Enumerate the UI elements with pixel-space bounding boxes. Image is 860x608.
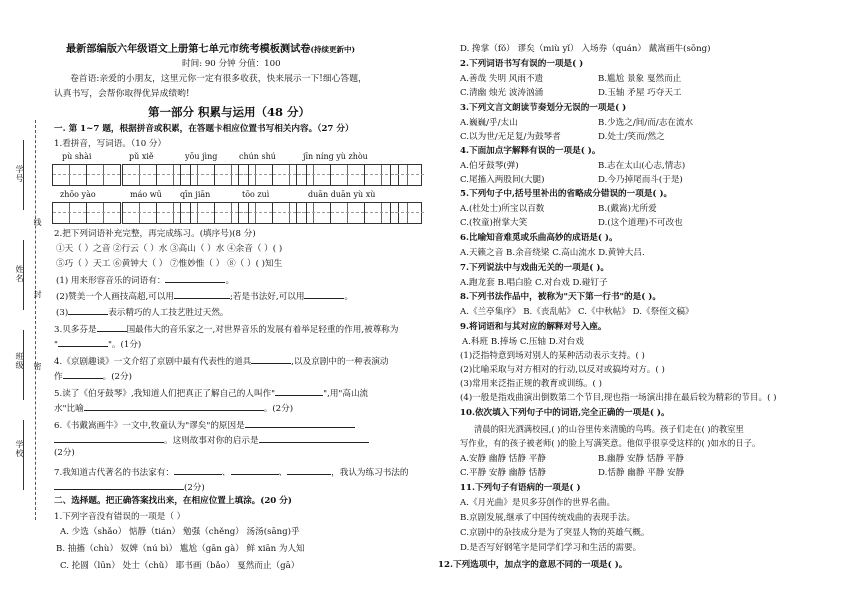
mc11-question: 11.下列句子有语病的一项是( ) <box>460 483 581 493</box>
mc5-option-b[interactable]: B.(戴嵩)尤所爱 <box>598 204 657 214</box>
answer-blank[interactable] <box>174 465 222 475</box>
pinyin-9: tōo zuì <box>242 190 270 199</box>
answer-blank[interactable] <box>68 305 108 315</box>
mc10-option-b[interactable]: B.幽静 安静 恬静 平静 <box>598 454 684 464</box>
mc3-option-b[interactable]: B.少选之/间/而/志在流水 <box>598 118 694 128</box>
q2-row2: ⑤巧（ ）天工 ⑥黄钟大（ ） ⑦惟妙惟（ ） ⑧（ ）( )知生 <box>56 259 283 269</box>
answer-blank[interactable] <box>174 289 230 299</box>
q4-text3: 作 <box>54 372 63 382</box>
mc3-option-a[interactable]: A.巍巍/乎/太山 <box>460 118 518 128</box>
mc4-option-b[interactable]: B.志在太山(心志,情志) <box>598 161 686 171</box>
label-banji: 班级 <box>15 352 24 370</box>
q6-text: 6.《书戴嵩画牛》一文中,牧童认为"谬矣"的原因是 <box>54 421 245 431</box>
mc4-option-d[interactable]: D.今乃掉尾而斗(于是) <box>598 175 683 185</box>
banji-blank <box>23 330 24 400</box>
write-box[interactable] <box>52 164 87 186</box>
mc2-option-d[interactable]: D.玉轴 矛屋 巧夺天工 <box>598 88 682 98</box>
pinyin-10: duān duān yù xù <box>308 190 376 199</box>
mc4-question: 4.下面加点字解释有误的一项是( )。 <box>460 146 601 156</box>
mc1-question: 1.下列字音没有错误的一项是（ ） <box>54 512 186 522</box>
pinyin-1: pù shài <box>62 152 92 161</box>
xingming-blank <box>23 240 24 310</box>
write-box[interactable] <box>86 202 121 224</box>
q6-line1 <box>54 418 355 432</box>
write-box[interactable] <box>180 202 215 224</box>
write-box[interactable] <box>330 202 365 224</box>
mc10-option-c[interactable]: C.平静 安静 幽静 恬静 <box>460 468 546 478</box>
mc9-question: 9.将词语和与其对应的解释对号入座。 <box>460 322 607 332</box>
mc9-options: A.科班 B.捧场 C.压轴 D.对台戏 <box>462 337 584 347</box>
write-box[interactable] <box>296 164 331 186</box>
label-xuehao: 学号 <box>15 165 24 183</box>
mc9-item-1[interactable]: (1)泛指特意到场对别人的某种活动表示支持。( ) <box>460 351 645 361</box>
q1-text: 1.看拼音，写词语。（10 分） <box>54 139 167 149</box>
write-box[interactable] <box>86 164 121 186</box>
write-box[interactable] <box>390 164 422 186</box>
mc7-options[interactable]: A.跑龙套 B.唱白脸 C.对台戏 D.碰钉子 <box>460 278 608 288</box>
answer-blank[interactable] <box>84 401 264 411</box>
mc2-question: 2.下列词语书写有误的一项是( ) <box>460 59 584 69</box>
answer-blank[interactable] <box>304 289 344 299</box>
q3-line2 <box>54 337 141 351</box>
q7-text2: ，我认为练习书法的 <box>331 468 409 478</box>
answer-blank[interactable] <box>275 386 323 396</box>
answer-blank[interactable] <box>97 322 127 332</box>
mc10-option-d[interactable]: D.恬静 幽静 平静 安静 <box>598 468 685 478</box>
answer-blank[interactable] <box>54 433 164 443</box>
q5-text: 5.读了《伯牙鼓琴》,我知道人们把真正了解自己的人叫作" <box>54 389 276 399</box>
pinyin-8: qīn jiān <box>180 190 211 199</box>
q7-sep1: 、 <box>221 468 231 478</box>
binding-margin <box>8 0 50 608</box>
mc6-options[interactable]: A.天籁之音 B.余音绕梁 C.高山流水 D.黄钟大吕. <box>460 248 645 258</box>
answer-blank[interactable] <box>54 480 184 490</box>
q3-text: 3.贝多芬是 <box>54 325 97 335</box>
q4-text: 4.《京剧趣谈》一文介绍了京剧中最有代表性的道具 <box>54 357 252 367</box>
q4-line1 <box>54 354 389 368</box>
mc11-option-b[interactable]: B.京剧发展,继承了中国传统戏曲的表现手法。 <box>460 513 636 523</box>
q3-text3: "。(1分) <box>107 340 142 350</box>
q3-text2: 国最伟大的音乐家之一,对世界音乐的发展有着举足轻重的作用,被尊称为 <box>126 325 399 335</box>
write-box[interactable] <box>122 164 157 186</box>
mc11-option-d[interactable]: D.是否写好钢笔字是同学们学习和生活的需要。 <box>460 543 642 553</box>
exam-title-note: (持续更新中) <box>310 45 356 54</box>
label-xian: 线 <box>33 218 42 227</box>
answer-blank[interactable] <box>58 337 108 347</box>
mc1-option-c[interactable]: C. 抡圆（lūn） 处士（chǔ） 耶书画（bǎo） 戛然而止（gā） <box>60 561 300 571</box>
q2-sub2-text: (2)赞美一个人画技高超,可以用 <box>56 292 175 302</box>
mc8-question: 8.下列书法作品中，被称为"天下第一行书"的是( )。 <box>460 292 661 302</box>
mc6-question: 6.比喻知音难觅或乐曲高妙的成语是( )。 <box>460 233 618 243</box>
q2-row1: ①天（ ）之音 ②行云（ ）水 ③高山（ ）水 ④余音（ ）( ) <box>56 244 283 254</box>
q5-line1 <box>54 386 368 400</box>
q2-sub2-text2: ;若是书法好,可以用 <box>230 292 305 302</box>
mc5-option-a[interactable]: A.(杜处士)所宝以百数 <box>460 204 545 214</box>
pinyin-7: máo wū <box>130 190 162 199</box>
mc2-option-b[interactable]: B.尴尬 景象 戛然而止 <box>598 74 682 84</box>
label-xingming: 姓名 <box>15 265 24 283</box>
answer-blank[interactable] <box>63 369 103 379</box>
mc10-passage-1: 清晨的阳光洒满校园,( )的山谷里传来清脆的鸟鸣。孩子们走在( )的教室里 <box>474 424 744 434</box>
pinyin-6: zhōo yào <box>60 190 96 199</box>
mc9-item-3[interactable]: (3)常用来泛指正规的教育或训练。( ) <box>460 379 602 389</box>
exam-meta: 时间: 90 分钟 分值：100 <box>182 59 281 69</box>
q5-line2 <box>54 401 293 415</box>
mc10-option-a[interactable]: A.安静 幽静 恬静 平静 <box>460 454 546 464</box>
q2-sub3-text: (3) <box>56 308 69 318</box>
label-mi: 密 <box>33 362 42 371</box>
pinyin-5: jīn níng yù zhòu <box>303 152 368 161</box>
mc10-question: 10.依次填入下列句子中的词语,完全正确的一项是( )。 <box>460 408 670 418</box>
q2-sub1-text: (1) 用来形容音乐的词语有： <box>56 276 166 286</box>
mc1-option-d[interactable]: D. 搀掌（fǒ） 谬矣（miù yǐ） 入场券（quán） 戴嵩画牛(sōng) <box>460 44 711 54</box>
q6-line3: (2分) <box>54 448 75 458</box>
q3-line1 <box>54 322 398 336</box>
q3-open-quote: " <box>54 340 58 350</box>
write-box[interactable] <box>180 164 215 186</box>
mc11-option-c[interactable]: C.京剧中的杂技成分是为了突显人物的英雄气概。 <box>460 528 650 538</box>
mc1-option-a[interactable]: A. 少选（shǎo） 惦静（tián） 勉强（chěng） 汤汤(sāng)乎 <box>60 527 300 537</box>
q2-text: 2.把下列词语补充完整，再完成练习。(填序号)(8 分) <box>54 229 256 239</box>
label-feng: 封 <box>33 290 42 299</box>
mc8-options[interactable]: A.《兰亭集序》 B.《丧乱帖》 C.《中秋帖》 D.《祭侄文稿》 <box>460 307 694 317</box>
mc4-option-a[interactable]: A.伯牙鼓琴(弹) <box>460 161 519 171</box>
write-box[interactable] <box>52 202 87 224</box>
write-box[interactable] <box>390 202 422 224</box>
mc11-option-a[interactable]: A.《月光曲》是贝多芬创作的世界名曲。 <box>460 498 616 508</box>
pinyin-2: pǔ xiě <box>129 152 154 161</box>
xuexiao-blank <box>23 420 24 490</box>
part1-title: 第一部分 积累与运用（48 分） <box>148 105 311 119</box>
answer-blank[interactable] <box>165 273 225 283</box>
mc3-option-d[interactable]: D.处士/笑而/然之 <box>598 132 665 142</box>
mc2-option-a[interactable]: A.善哉 失明 风雨不遗 <box>460 74 544 84</box>
mc9-item-2[interactable]: (2)比喻采取与对方相对的行动,以反对或搞垮对方。( ) <box>460 365 665 375</box>
fold-line <box>35 120 36 520</box>
q2-sub3-text2: 表示精巧的人工技艺胜过天然。 <box>108 308 229 318</box>
write-box[interactable] <box>238 202 273 224</box>
mc2-option-c[interactable]: C.清幽 烛光 波涛汹涌 <box>460 88 544 98</box>
q7-line2 <box>54 480 205 494</box>
q6-line2 <box>54 433 369 447</box>
xuehao-blank <box>23 140 24 210</box>
answer-blank[interactable] <box>245 418 355 428</box>
mc3-option-c[interactable]: C.以为世/无足复/为鼓琴者 <box>460 132 561 142</box>
q2-sub3 <box>56 305 229 319</box>
q4-line2 <box>54 369 132 383</box>
q6-text2: 。这则故事对你的启示是 <box>164 436 259 446</box>
q4-text4: 。(2分) <box>102 372 132 382</box>
write-box[interactable] <box>238 164 273 186</box>
intro-line-1: 卷首语:亲爱的小朋友，这里元你一定有很多收获，快来展示一下!细心答题， <box>70 74 367 84</box>
mc10-passage-2: 写作业，有的孩子被老师( )的脸上写满笑意。他似乎很享受这样的( )如水的日子。 <box>460 438 761 448</box>
mc7-question: 7.下列说法中与戏曲无关的一项是( )。 <box>460 263 610 273</box>
q7-line1 <box>54 465 409 479</box>
q2-sub1: (1) 用来形容音乐的词语有： 。 <box>56 273 234 287</box>
write-box[interactable] <box>330 164 365 186</box>
pinyin-4: chún shú <box>239 152 276 161</box>
write-box[interactable] <box>122 202 157 224</box>
exam-title-text: 最新部编版六年级语文上册第七单元市统考模板测试卷 <box>66 43 311 55</box>
q5-text2: ",用"高山流 <box>323 389 369 399</box>
mc1-option-b[interactable]: B. 抽搐（chù） 奴婢（nú bì） 尴尬（gān gà） 鲜 xiān 为人知 <box>56 544 305 554</box>
answer-blank[interactable] <box>287 465 331 475</box>
section1-heading: 一. 第 1~7 题，根据拼音或积累，在答题卡相应位置书写相关内容。（27 分） <box>54 124 354 134</box>
mc12-question: 12.下列选项中，加点字的意思不同的一项是( )。 <box>438 560 628 570</box>
answer-blank[interactable] <box>259 433 369 443</box>
mc5-question: 5.下列句子中,括号里补出的省略成分错误的一项是( )。 <box>460 189 673 199</box>
q7-text: 7.我知道古代著名的书法家有： <box>54 468 174 478</box>
label-xuexiao: 学校 <box>15 440 24 458</box>
mc5-option-c[interactable]: C.(牧童)拊掌大笑 <box>460 218 528 228</box>
q7-sep2: 、 <box>278 468 288 478</box>
q5-text4: 。(2分) <box>263 404 294 414</box>
mc9-item-4[interactable]: (4)一般是指戏曲演出倒数第二个节目,现也指一场演出排在最后较为精彩的节目。( ) <box>460 393 777 403</box>
q4-text2: ,以及京剧中的一种表演动 <box>291 357 389 367</box>
mc3-question: 3.下列文言文朗读节奏划分无误的一项是( ) <box>460 103 627 113</box>
mc4-option-c[interactable]: C.尾搐入两股间(大腿) <box>460 175 545 185</box>
mc5-option-d[interactable]: D.(这个道理)不可改也 <box>598 218 683 228</box>
answer-blank[interactable] <box>231 465 279 475</box>
q7-score: (2分) <box>184 483 205 493</box>
intro-line-2: 认真书写，会帮你取得优异成绩哟! <box>54 89 190 99</box>
q5-text3: 水"比喻 <box>54 404 84 414</box>
section2-heading: 二、选择题。把正确答案找出来，在相应位置上填涂。(20 分) <box>54 496 292 506</box>
write-box[interactable] <box>296 202 331 224</box>
answer-blank[interactable] <box>251 354 291 364</box>
exam-title <box>66 44 355 55</box>
q2-sub2: (2)赞美一个人画技高超,可以用 ;若是书法好,可以用 。 <box>56 289 353 303</box>
pinyin-3: yōu jìng <box>185 152 218 161</box>
